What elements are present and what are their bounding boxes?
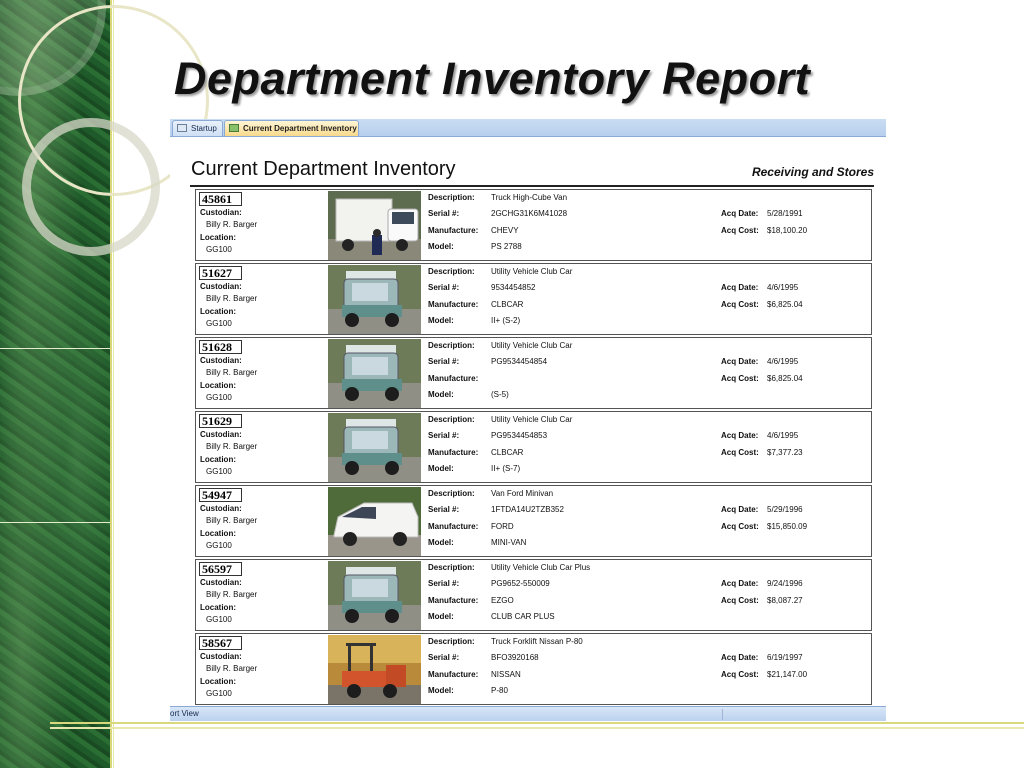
panel-divider — [0, 522, 110, 523]
model-value: PS 2788 — [491, 242, 522, 251]
acq-date-label: Acq Date: — [721, 579, 759, 588]
manufacture-value: CHEVY — [491, 226, 519, 235]
model-label: Model: — [428, 612, 454, 621]
inventory-record — [195, 189, 872, 261]
serial-value: BFO3920168 — [491, 653, 539, 662]
manufacture-label: Manufacture: — [428, 300, 479, 309]
custodian-label: Custodian: — [200, 578, 242, 587]
custodian-value: Billy R. Barger — [206, 516, 258, 525]
model-value: II+ (S-7) — [491, 464, 521, 473]
acq-cost-label: Acq Cost: — [721, 596, 759, 605]
description-value: Utility Vehicle Club Car — [491, 267, 573, 276]
tab-label: Current Department Inventory — [243, 124, 357, 133]
acq-date-value: 6/19/1997 — [767, 653, 803, 662]
serial-value: PG9534454853 — [491, 431, 548, 440]
model-value: MINI-VAN — [491, 538, 527, 547]
club-car-utility-photo — [328, 265, 421, 334]
model-label: Model: — [428, 686, 454, 695]
slide-title: Department Inventory Report — [174, 53, 811, 104]
record-id: 54947 — [199, 488, 242, 502]
status-view-label: ort View — [170, 709, 199, 718]
acq-date-value: 4/6/1995 — [767, 283, 799, 292]
acq-cost-label: Acq Cost: — [721, 374, 759, 383]
description-label: Description: — [428, 267, 475, 276]
custodian-value: Billy R. Barger — [206, 590, 258, 599]
description-label: Description: — [428, 415, 475, 424]
decorative-circle — [22, 118, 160, 256]
model-label: Model: — [428, 390, 454, 399]
status-bar — [170, 706, 886, 721]
model-value: CLUB CAR PLUS — [491, 612, 555, 621]
acq-date-label: Acq Date: — [721, 653, 759, 662]
record-id: 45861 — [199, 192, 242, 206]
inventory-record — [195, 337, 872, 409]
document-tab-bar — [170, 119, 886, 137]
location-label: Location: — [200, 603, 236, 612]
manufacture-value: FORD — [491, 522, 514, 531]
record-id: 51628 — [199, 340, 242, 354]
custodian-value: Billy R. Barger — [206, 368, 258, 377]
serial-value: 9534454852 — [491, 283, 536, 292]
acq-cost-label: Acq Cost: — [721, 522, 759, 531]
acq-cost-label: Acq Cost: — [721, 300, 759, 309]
tab-label: Startup — [191, 124, 217, 133]
manufacture-value: CLBCAR — [491, 448, 524, 457]
serial-value: PG9652-550009 — [491, 579, 550, 588]
acq-cost-label: Acq Cost: — [721, 226, 759, 235]
record-id: 56597 — [199, 562, 242, 576]
custodian-label: Custodian: — [200, 356, 242, 365]
location-value: GG100 — [206, 541, 232, 550]
description-label: Description: — [428, 193, 475, 202]
white-box-truck-photo — [328, 191, 421, 260]
report-title: Current Department Inventory — [191, 158, 456, 180]
location-value: GG100 — [206, 393, 232, 402]
record-id: 58567 — [199, 636, 242, 650]
manufacture-label: Manufacture: — [428, 522, 479, 531]
acq-date-value: 4/6/1995 — [767, 357, 799, 366]
acq-cost-value: $6,825.04 — [767, 374, 803, 383]
tab-startup[interactable] — [172, 120, 223, 136]
description-value: Utility Vehicle Club Car — [491, 341, 573, 350]
inventory-record — [195, 485, 872, 557]
club-car-utility-photo — [328, 339, 421, 408]
description-value: Truck High-Cube Van — [491, 193, 568, 202]
location-value: GG100 — [206, 689, 232, 698]
inventory-record — [195, 263, 872, 335]
model-label: Model: — [428, 316, 454, 325]
serial-label: Serial #: — [428, 283, 460, 292]
manufacture-label: Manufacture: — [428, 374, 479, 383]
custodian-label: Custodian: — [200, 430, 242, 439]
acq-cost-value: $15,850.09 — [767, 522, 808, 531]
custodian-value: Billy R. Barger — [206, 664, 258, 673]
serial-value: 1FTDA14U2TZB352 — [491, 505, 564, 514]
custodian-label: Custodian: — [200, 652, 242, 661]
tab-current-department-inventory[interactable] — [224, 120, 359, 136]
custodian-value: Billy R. Barger — [206, 294, 258, 303]
custodian-value: Billy R. Barger — [206, 220, 258, 229]
report-icon — [229, 124, 239, 132]
club-car-utility-photo — [328, 561, 421, 630]
custodian-value: Billy R. Barger — [206, 442, 258, 451]
description-label: Description: — [428, 489, 475, 498]
inventory-record — [195, 411, 872, 483]
model-value: II+ (S-2) — [491, 316, 521, 325]
club-car-utility-photo — [328, 413, 421, 482]
serial-label: Serial #: — [428, 653, 460, 662]
model-label: Model: — [428, 242, 454, 251]
manufacture-label: Manufacture: — [428, 448, 479, 457]
manufacture-value: NISSAN — [491, 670, 521, 679]
model-value: P-80 — [491, 686, 508, 695]
serial-label: Serial #: — [428, 209, 460, 218]
acq-cost-value: $8,087.27 — [767, 596, 803, 605]
acq-date-value: 4/6/1995 — [767, 431, 799, 440]
location-label: Location: — [200, 233, 236, 242]
forklift-photo — [328, 635, 421, 704]
manufacture-label: Manufacture: — [428, 596, 479, 605]
manufacture-value: EZGO — [491, 596, 514, 605]
model-label: Model: — [428, 464, 454, 473]
acq-date-value: 9/24/1996 — [767, 579, 803, 588]
report-header — [190, 157, 874, 187]
acq-date-label: Acq Date: — [721, 431, 759, 440]
serial-label: Serial #: — [428, 431, 460, 440]
description-value: Utility Vehicle Club Car Plus — [491, 563, 591, 572]
acq-cost-value: $21,147.00 — [767, 670, 808, 679]
record-list — [195, 189, 873, 707]
record-id: 51627 — [199, 266, 242, 280]
description-value: Van Ford Minivan — [491, 489, 554, 498]
location-value: GG100 — [206, 319, 232, 328]
manufacture-label: Manufacture: — [428, 670, 479, 679]
location-label: Location: — [200, 307, 236, 316]
custodian-label: Custodian: — [200, 208, 242, 217]
acq-cost-value: $7,377.23 — [767, 448, 803, 457]
serial-value: 2GCHG31K6M41028 — [491, 209, 568, 218]
decorative-horizontal-line — [50, 722, 1024, 724]
custodian-label: Custodian: — [200, 282, 242, 291]
location-value: GG100 — [206, 467, 232, 476]
inventory-record — [195, 559, 872, 631]
description-value: Utility Vehicle Club Car — [491, 415, 573, 424]
serial-label: Serial #: — [428, 579, 460, 588]
model-value: (S-5) — [491, 390, 509, 399]
acq-cost-label: Acq Cost: — [721, 670, 759, 679]
description-value: Truck Forklift Nissan P-80 — [491, 637, 583, 646]
model-label: Model: — [428, 538, 454, 547]
report-window — [170, 119, 886, 721]
manufacture-label: Manufacture: — [428, 226, 479, 235]
acq-date-label: Acq Date: — [721, 209, 759, 218]
manufacture-value: CLBCAR — [491, 300, 524, 309]
serial-label: Serial #: — [428, 505, 460, 514]
acq-date-value: 5/28/1991 — [767, 209, 803, 218]
location-label: Location: — [200, 529, 236, 538]
panel-divider — [0, 348, 110, 349]
acq-cost-value: $18,100.20 — [767, 226, 808, 235]
acq-date-label: Acq Date: — [721, 505, 759, 514]
acq-date-label: Acq Date: — [721, 283, 759, 292]
location-value: GG100 — [206, 245, 232, 254]
location-label: Location: — [200, 455, 236, 464]
custodian-label: Custodian: — [200, 504, 242, 513]
description-label: Description: — [428, 341, 475, 350]
location-value: GG100 — [206, 615, 232, 624]
acq-date-label: Acq Date: — [721, 357, 759, 366]
description-label: Description: — [428, 563, 475, 572]
status-divider — [722, 709, 723, 720]
record-id: 51629 — [199, 414, 242, 428]
report-subtitle: Receiving and Stores — [751, 165, 874, 179]
serial-label: Serial #: — [428, 357, 460, 366]
location-label: Location: — [200, 381, 236, 390]
white-minivan-photo — [328, 487, 421, 556]
inventory-record — [195, 633, 872, 705]
acq-cost-label: Acq Cost: — [721, 448, 759, 457]
description-label: Description: — [428, 637, 475, 646]
acq-cost-value: $6,825.04 — [767, 300, 803, 309]
decorative-horizontal-line — [50, 727, 1024, 729]
serial-value: PG9534454854 — [491, 357, 548, 366]
acq-date-value: 5/29/1996 — [767, 505, 803, 514]
location-label: Location: — [200, 677, 236, 686]
form-icon — [177, 124, 187, 132]
